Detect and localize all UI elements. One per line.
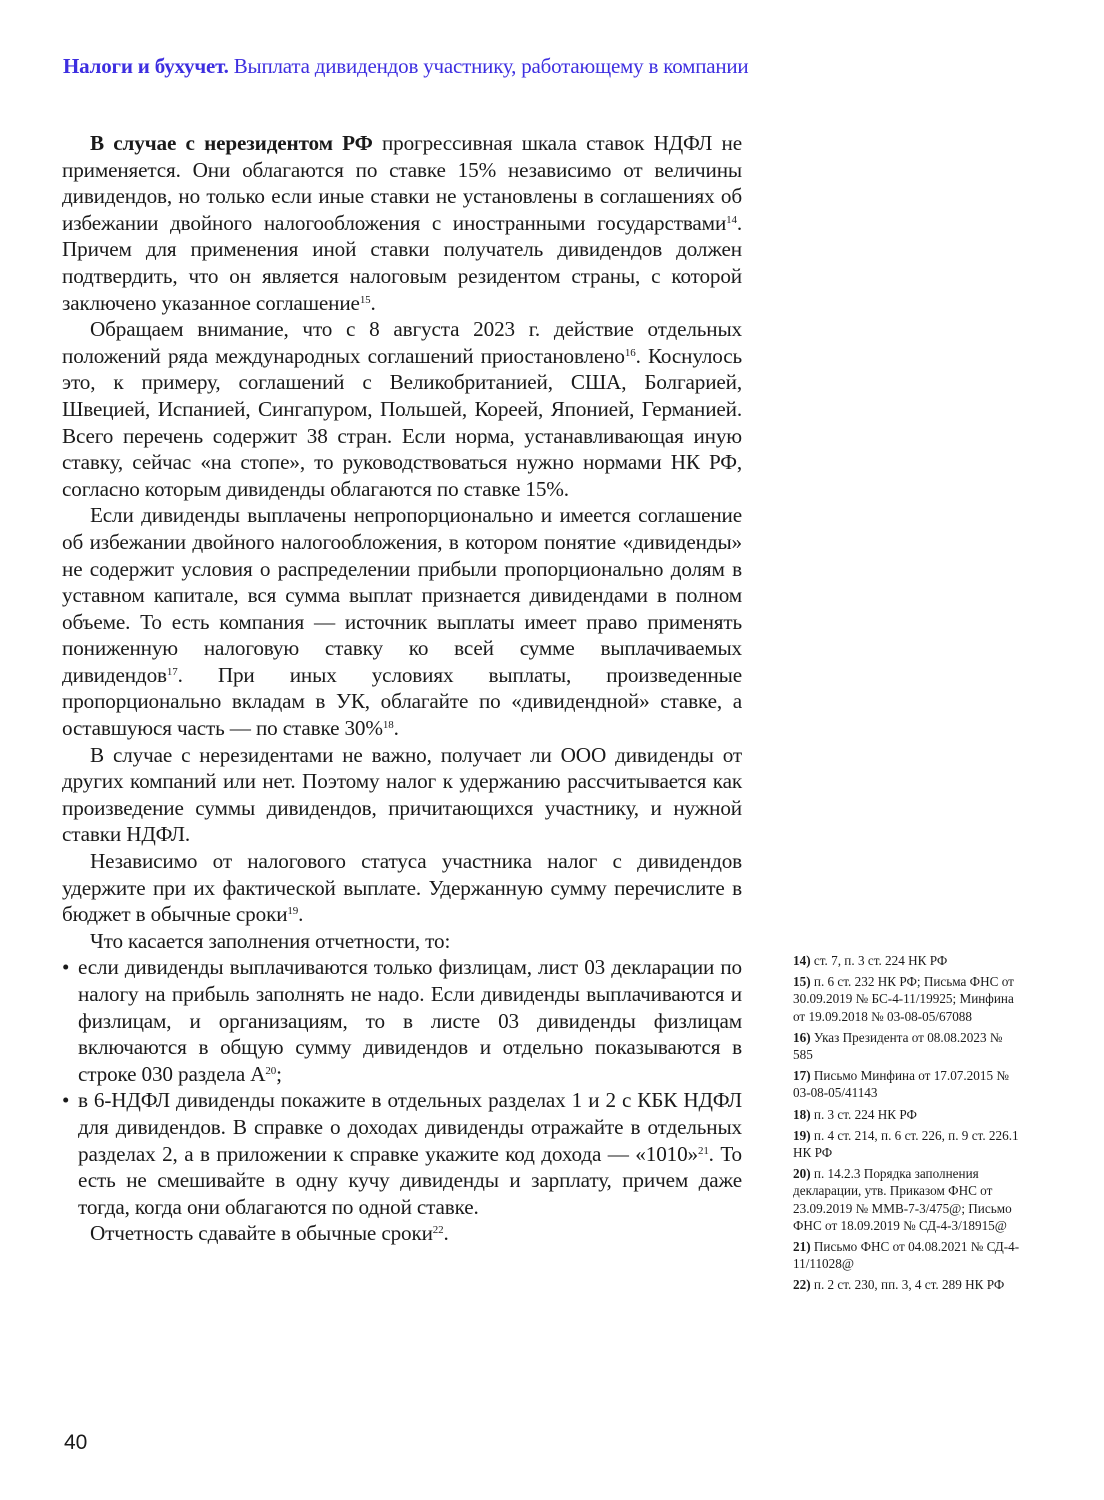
footnote-number: 20)	[793, 1166, 811, 1182]
main-text-column	[62, 130, 742, 1247]
footnote-ref[interactable]: 17	[166, 665, 178, 678]
page-number: 40	[64, 1431, 88, 1454]
footnote-ref[interactable]: 19	[287, 905, 299, 918]
paragraph-disproportionate: Если дивиденды выплачены непропорционально и имеется соглашение об избежании двойного налогообложения, в котором понятие «дивиденды» не содержит условия о распределении прибыли пропорционально долям в уставном капитале, вся сумма выплат признается дивидендами в полном объеме. То есть компания — источник выплаты имеет право применять пониженную налоговую ставку ко всей сумме выплачиваемых дивидендов$^{17}$. При иных условиях выплаты, произведенные пропорционально вкладам в УК, облагайте по «дивидендной» ставке, а оставшуюся часть — по ставке 30%$^{18}$.	[62, 503, 742, 741]
footnote-14: 14) ст. 7, п. 3 ст. 224 НК РФ	[793, 953, 948, 968]
paragraph-suspended-treaties: Обращаем внимание, что с 8 августа 2023 г. действие отдельных положений ряда международных соглашений приостановлено$^{16}$. Коснулось это, к примеру, соглашений с Великобританией, США, Болгарией, Швецией, Испанией, Сингапуром, Польшей, Кореей, Японией, Германией. Всего перечень содержит 38 стран. Если норма, устанавливающая иную ставку, сейчас «на стопе», то руководствоваться нужно нормами НК РФ, согласно которым дивиденды облагаются по ставке 15%.	[62, 317, 742, 501]
footnote-ref[interactable]: 22	[432, 1224, 444, 1237]
running-header	[63, 54, 748, 79]
list-item: • в 6-НДФЛ дивиденды покажите в отдельных разделах 1 и 2 с КБК НДФЛ для дивидендов. В справке о доходах дивиденды отражайте в отдельных разделах 2, а в приложении к справке укажите код дохода — «1010»$^{21}$. То есть не смешивайте в одну кучу дивиденды и зарплату, причем даже тогда, когда они облагаются по одной ставке.	[62, 1087, 742, 1220]
footnote-number: 19)	[793, 1127, 811, 1143]
footnote-16: 16) Указ Президента от 08.08.2023 № 585	[793, 1029, 1003, 1063]
footnote-ref[interactable]: 15	[359, 293, 371, 306]
footnote-ref[interactable]: 20	[265, 1064, 277, 1077]
footnotes-sidebar	[793, 952, 1023, 1298]
list-item: • если дивиденды выплачиваются только физлицам, лист 03 декларации по налогу на прибыль заполнять не надо. Если дивиденды выплачиваются и физлицам, и организациям, то в листе 03 дивиденды физлицам включаются в общую сумму дивидендов и отдельно показываются в строке 030 раздела $А^{20}$;	[62, 954, 742, 1087]
footnote-ref[interactable]: 21	[697, 1144, 709, 1157]
paragraph-reporting-intro: Что касается заполнения отчетности, то:	[90, 928, 451, 953]
paragraph-lead-bold: В случае с нерезидентом РФ	[90, 131, 373, 155]
footnote-number: 18)	[793, 1106, 811, 1122]
paragraph-withholding: Независимо от налогового статуса участника налог с дивидендов удержите при их фактической выплате. Удержанную сумму перечислите в бюджет в обычные сроки$^{19}$.	[62, 849, 742, 927]
footnote-21: 21) Письмо ФНС от 04.08.2021 № СД-4-11/11028@	[793, 1239, 1020, 1272]
paragraph-nonresident: В случае с нерезидентом РФ прогрессивная шкала ставок НДФЛ не применяется. Они облагаются по ставке 15% независимо от величины дивидендов, но только если иные ставки не установлены в соглашениях об избежании двойного налогообложения с иностранными государствами$^{14}$. Причем для применения иной ставки получатель дивидендов должен подтвердить, что он является налоговым резидентом страны, с которой заключено указанное соглашение$^{15}$.	[62, 131, 742, 315]
footnote-17: 17) Письмо Минфина от 17.07.2015 № 03-08-05/41143	[793, 1068, 1009, 1101]
footnote-18: 18) п. 3 ст. 224 НК РФ	[793, 1106, 917, 1122]
footnote-number: 15)	[793, 974, 811, 990]
footnote-number: 17)	[793, 1068, 811, 1084]
paragraph-deadlines: Отчетность сдавайте в обычные сроки$^{22}$.	[90, 1221, 449, 1246]
footnote-20: 20) п. 14.2.3 Порядка заполнения декларации, утв. Приказом ФНС от 23.09.2019 № ММВ-7-3/475@; Письмо ФНС от 18.09.2019 № СД-4-3/18915@	[793, 1166, 1012, 1233]
footnote-ref[interactable]: 18	[382, 719, 394, 732]
header-title: Выплата дивидендов участнику, работающему в компании	[233, 54, 749, 78]
footnote-15: 15) п. 6 ст. 232 НК РФ; Письма ФНС от 30.09.2019 № БС-4-11/19925; Минфина от 19.09.2018 № 03-08-05/67088	[793, 974, 1014, 1024]
paragraph-nonresident-calc: В случае с нерезидентами не важно, получает ли ООО дивиденды от других компаний или нет. Поэтому налог к удержанию рассчитывается как произведение суммы дивидендов, причитающихся участнику, и нужной ставки НДФЛ.	[62, 742, 742, 847]
footnote-ref[interactable]: 14	[726, 213, 737, 226]
footnote-number: 21)	[793, 1239, 811, 1255]
header-section: Налоги и бухучет.	[63, 54, 229, 78]
footnote-22: 22) п. 2 ст. 230, пп. 3, 4 ст. 289 НК РФ	[793, 1277, 1005, 1293]
footnote-number: 22)	[793, 1277, 811, 1293]
footnote-number: 14)	[793, 953, 811, 968]
footnote-number: 16)	[793, 1029, 811, 1045]
footnote-19: 19) п. 4 ст. 214, п. 6 ст. 226, п. 9 ст. 226.1 НК РФ	[793, 1127, 1019, 1161]
footnote-ref[interactable]: 16	[624, 346, 636, 359]
reporting-list	[62, 954, 742, 1220]
